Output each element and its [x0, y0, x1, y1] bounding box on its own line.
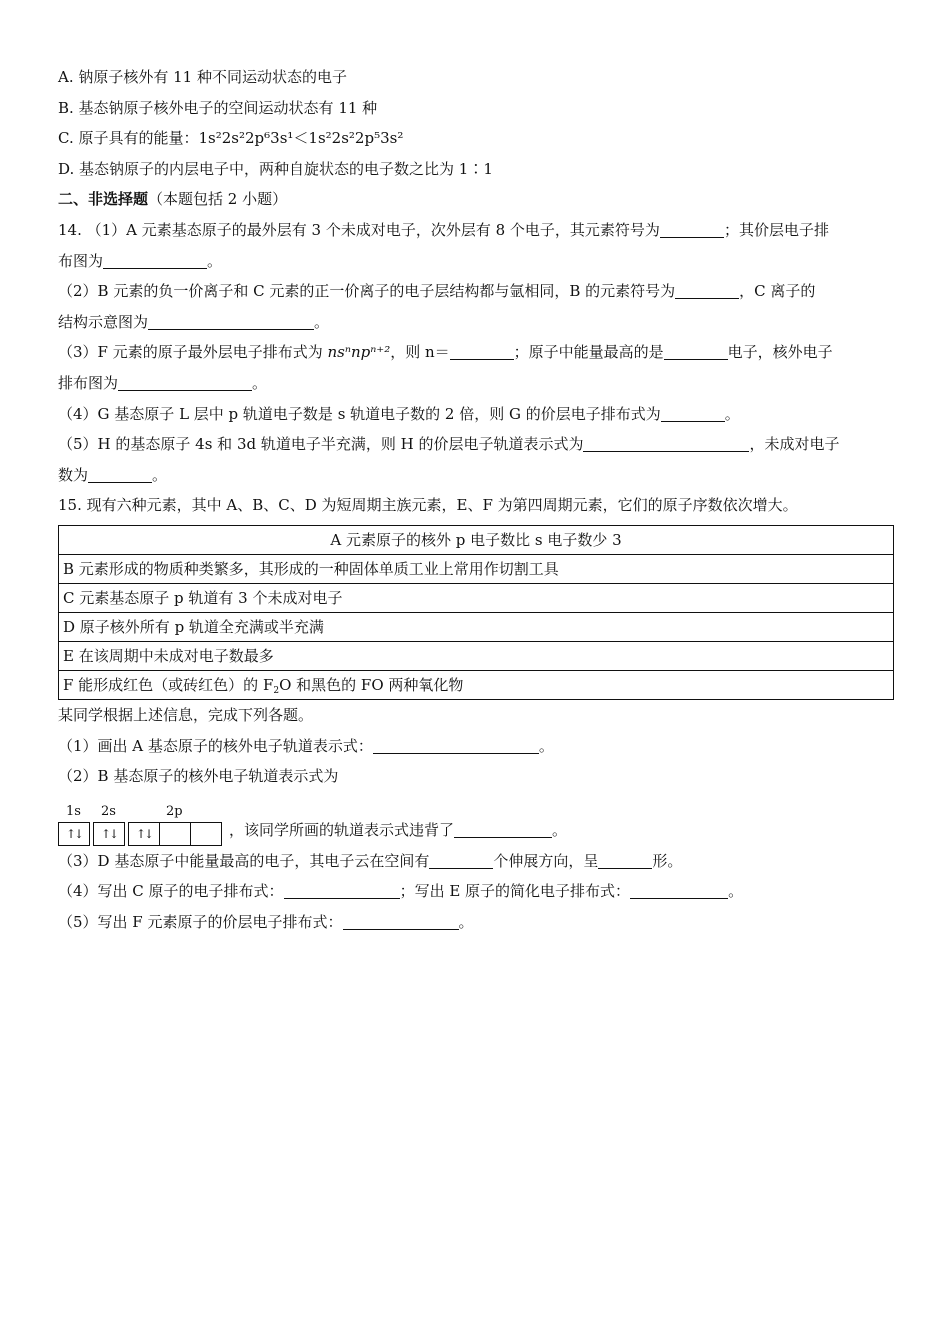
q15-s2-after-text: ，该同学所画的轨道表示式违背了: [229, 821, 455, 840]
answer-blank[interactable]: [284, 882, 400, 899]
answer-blank[interactable]: [664, 343, 728, 360]
q14-part3-line1: [58, 337, 894, 368]
period: 。: [728, 882, 744, 901]
q14-part1-line2: [58, 246, 894, 277]
table-cell: A 元素原子的核外 p 电子数比 s 电子数少 3: [59, 525, 894, 554]
table-row: [59, 612, 894, 641]
answer-blank[interactable]: [343, 913, 459, 930]
answer-blank[interactable]: [429, 852, 493, 869]
q14-part2-line2: [58, 307, 894, 338]
q15-part2-after: [229, 815, 567, 846]
q14-p5-text-b: ，未成对电子: [749, 435, 840, 454]
q14-p4-text: （4）G 基态原子 L 层中 p 轨道电子数是 s 轨道电子数的 2 倍，则 G 的价层电子排布式为: [58, 404, 661, 423]
answer-blank[interactable]: [660, 221, 724, 238]
q15-lead: 某同学根据上述信息，完成下列各题。: [58, 705, 314, 724]
orbital-1s: [58, 804, 89, 846]
answer-blank[interactable]: [583, 435, 749, 452]
formula-right: 1s²2s²2p⁵3s²: [308, 129, 404, 148]
q15-part2: （2）B 基态原子的核外电子轨道表示式为: [58, 767, 339, 786]
row-f-text-b: O 和黑色的 FO 两种氧化物: [279, 676, 464, 695]
answer-blank[interactable]: [598, 852, 652, 869]
option-c-prefix: C. 原子具有的能量：: [58, 129, 199, 148]
q14-p1-text-b: ；其价层电子排: [723, 220, 829, 239]
table-cell: D 原子核外所有 p 轨道全充满或半充满: [59, 612, 894, 641]
q15-s1-text: （1）画出 A 基态原子的核外电子轨道表示式：: [58, 736, 373, 755]
section-heading: [58, 184, 894, 215]
table-row: [59, 641, 894, 670]
table-cell: [59, 670, 894, 699]
q15-part4: [58, 876, 894, 907]
option-b: B. 基态钠原子核外电子的空间运动状态有 11 种: [58, 98, 378, 117]
section-title: 二、非选择题: [58, 190, 149, 209]
orbital-box-empty: [190, 822, 222, 846]
option-c: [58, 123, 894, 154]
answer-blank[interactable]: [373, 737, 539, 754]
table-row: [59, 670, 894, 699]
row-f-text: F 能形成红色（或砖红色）的 F: [63, 676, 274, 695]
row-f-subscript: 2: [273, 686, 280, 697]
q14-p2-text-c: 结构示意图为: [58, 312, 149, 331]
q14-part3-line2: [58, 368, 894, 399]
orbital-box-paired: ↑↓: [93, 822, 125, 846]
orbital-2p: [128, 804, 221, 846]
q15-part3: [58, 846, 894, 877]
orbital-box-empty: [159, 822, 191, 846]
element-info-table: [58, 525, 894, 700]
q15-part5: [58, 907, 894, 938]
table-row: [59, 525, 894, 554]
option-d: D. 基态钠原子的内层电子中，两种自旋状态的电子数之比为 1∶1: [58, 159, 493, 178]
ns-np-formula: nsⁿnpⁿ⁺²: [327, 343, 391, 362]
q14-p5-text-c: 数为: [58, 465, 89, 484]
q15-s3-text-b: 个伸展方向，呈: [493, 851, 599, 870]
q15-part1: [58, 731, 894, 762]
q15-intro: 15. 现有六种元素，其中 A、B、C、D 为短周期主族元素，E、F 为第四周期元素，它们的原子序数依次增大。: [58, 496, 798, 515]
answer-blank[interactable]: [88, 466, 152, 483]
answer-blank[interactable]: [450, 343, 514, 360]
q14-p3-text-b: ，则 n＝: [390, 343, 450, 362]
formula-left: 1s²2s²2p⁶3s¹: [198, 129, 294, 148]
period: 。: [314, 312, 330, 331]
q14-p3-text-c: ；原子中能量最高的是: [513, 343, 664, 362]
q14-part5-line2: [58, 460, 894, 491]
q14-p3-text: （3）F 元素的原子最外层电子排布式为: [58, 343, 328, 362]
q14-part1-line1: [58, 215, 894, 246]
table-row: [59, 554, 894, 583]
period: 。: [552, 821, 568, 840]
orbital-label: 2s: [101, 803, 116, 819]
less-than: ＜: [293, 129, 309, 148]
answer-blank[interactable]: [661, 405, 725, 422]
q14-p1-text: 14. （1）A 元素基态原子的最外层有 3 个未成对电子，次外层有 8 个电子，其元素符号为: [58, 220, 660, 239]
q15-s5-text: （5）写出 F 元素原子的价层电子排布式：: [58, 912, 343, 931]
period: 。: [207, 251, 223, 270]
table-cell: B 元素形成的物质种类繁多，其形成的一种固体单质工业上常用作切割工具: [59, 554, 894, 583]
q15-s4-text-b: ；写出 E 原子的简化电子排布式：: [399, 882, 631, 901]
period: 。: [724, 404, 740, 423]
answer-blank[interactable]: [103, 252, 207, 269]
table-cell: E 在该周期中未成对电子数最多: [59, 641, 894, 670]
q14-p5-text: （5）H 的基态原子 4s 和 3d 轨道电子半充满，则 H 的价层电子轨道表示式为: [58, 435, 584, 454]
period: 。: [152, 465, 168, 484]
period: 。: [252, 373, 268, 392]
answer-blank[interactable]: [148, 313, 314, 330]
orbital-label: 1s: [66, 803, 81, 819]
q14-p3-text-d: 电子，核外电子: [727, 343, 833, 362]
orbital-box-paired: ↑↓: [58, 822, 90, 846]
period: 。: [458, 912, 474, 931]
q15-s4-text: （4）写出 C 原子的电子排布式：: [58, 882, 284, 901]
section-note: （本题包括 2 小题）: [148, 190, 288, 209]
q14-p2-text-b: ，C 离子的: [739, 282, 816, 301]
period: 。: [538, 736, 554, 755]
q15-s3-text-c: 形。: [652, 851, 683, 870]
answer-blank[interactable]: [675, 282, 739, 299]
orbital-box-paired: ↑↓: [128, 822, 160, 846]
orbital-2s: [93, 804, 124, 846]
option-a: A. 钠原子核外有 11 种不同运动状态的电子: [58, 68, 347, 86]
document-page: [58, 62, 894, 937]
q14-p1-text-c: 布图为: [58, 251, 104, 270]
q14-part2-line1: [58, 276, 894, 307]
q15-s3-text: （3）D 基态原子中能量最高的电子，其电子云在空间有: [58, 851, 430, 870]
orbital-label: 2p: [166, 803, 183, 819]
q14-p2-text: （2）B 元素的负一价离子和 C 元素的正一价离子的电子层结构都与氩相同，B 的元素符号为: [58, 282, 676, 301]
table-cell: C 元素基态原子 p 轨道有 3 个未成对电子: [59, 583, 894, 612]
orbital-diagram: [58, 798, 894, 846]
q14-part5-line1: [58, 429, 894, 460]
table-row: [59, 583, 894, 612]
answer-blank[interactable]: [118, 374, 252, 391]
answer-blank[interactable]: [454, 821, 552, 838]
q14-p3-text-e: 排布图为: [58, 373, 119, 392]
q14-part4: [58, 399, 894, 430]
answer-blank[interactable]: [630, 882, 728, 899]
